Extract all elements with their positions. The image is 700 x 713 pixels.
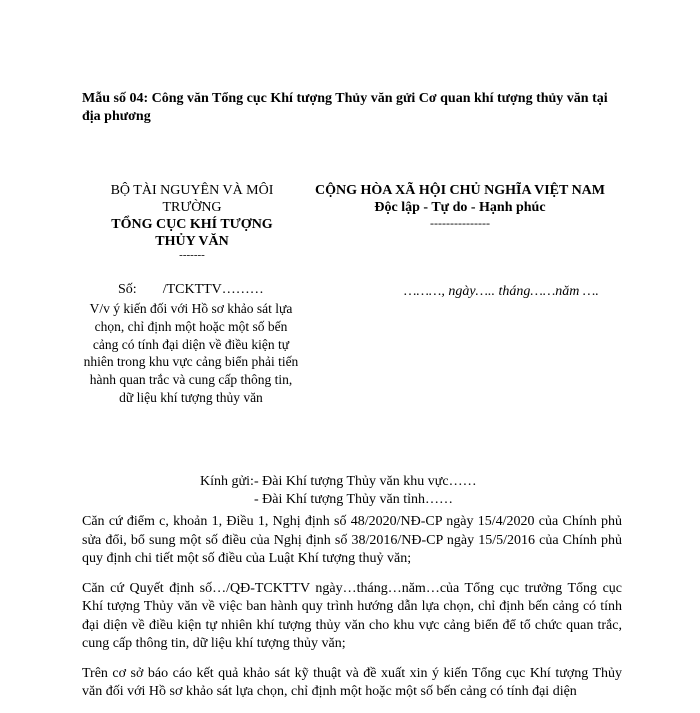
recipient-item: - Đài Khí tượng Thủy văn khu vực…… — [254, 474, 477, 489]
form-title: Mẫu số 04: Công văn Tổng cục Khí tượng Thủy văn gửi Cơ quan khí tượng thủy văn tại địa phương — [82, 91, 608, 124]
body-paragraph: Căn cứ điểm c, khoản 1, Điều 1, Nghị định số 48/2020/NĐ-CP ngày 15/4/2020 của Chính phủ sửa đổi, bổ sung một số điều của Nghị định số 38/2016/NĐ-CP ngày 15/5/2016 của Chính phủ quy định chi tiết một số điều của Luật Khí tượng thuỷ văn; — [82, 514, 622, 566]
nation-name: CỘNG HÒA XÃ HỘI CHỦ NGHĨA VIỆT NAM — [314, 183, 605, 198]
recipient-item: - Đài Khí tượng Thủy văn tỉnh…… — [254, 492, 454, 507]
document-body — [82, 513, 622, 713]
document-subject: V/v ý kiến đối với Hồ sơ khảo sát lựa chọn, chỉ định một hoặc một số bến cảng có tính đại diện về điều kiện tự nhiên trong khu vực cảng biển phải tiến hành quan trắc và cung cấp thông tin, dữ liệu khí tượng thủy văn — [83, 301, 299, 405]
body-paragraph: Căn cứ Quyết định số…/QĐ-TCKTTV ngày…tháng…năm…của Tổng cục trưởng Tổng cục Khí tượng Thủy văn về việc ban hành quy trình hướng dẫn lựa chọn, chỉ định bến cảng có tính đại diện về điều kiện tự nhiên khí tượng thủy văn cho khu vực cảng biển để tổ chức quan trắc, cung cấp thông tin, dữ liệu khí tượng thủy văn; — [82, 580, 622, 651]
recipients-label: Kính gửi: — [200, 474, 254, 489]
recipients-block — [200, 473, 477, 509]
agency-name: TỔNG CỤC KHÍ TƯỢNG THỦY VĂN — [111, 217, 273, 249]
issuing-agency-header — [92, 182, 292, 260]
place-date-line: ………, ngày….. tháng……năm …. — [404, 284, 599, 299]
agency-separator: ------- — [179, 249, 205, 261]
ministry-name: BỘ TÀI NGUYÊN VÀ MÔI TRƯỜNG — [110, 183, 274, 215]
document-number — [118, 282, 264, 298]
document-number-value: /TCKTTV……… — [162, 282, 264, 297]
national-header — [300, 182, 620, 230]
motto-separator: --------------- — [430, 216, 490, 230]
national-motto: Độc lập - Tự do - Hạnh phúc — [374, 200, 546, 215]
body-paragraph: Trên cơ sở báo cáo kết quả khảo sát kỹ thuật và đề xuất xin ý kiến Tổng cục Khí tượng Thủy văn đối với Hồ sơ khảo sát lựa chọn, chỉ định một hoặc một số bến cảng có tính đại diện — [82, 665, 622, 699]
document-number-label: Số: — [118, 282, 137, 297]
